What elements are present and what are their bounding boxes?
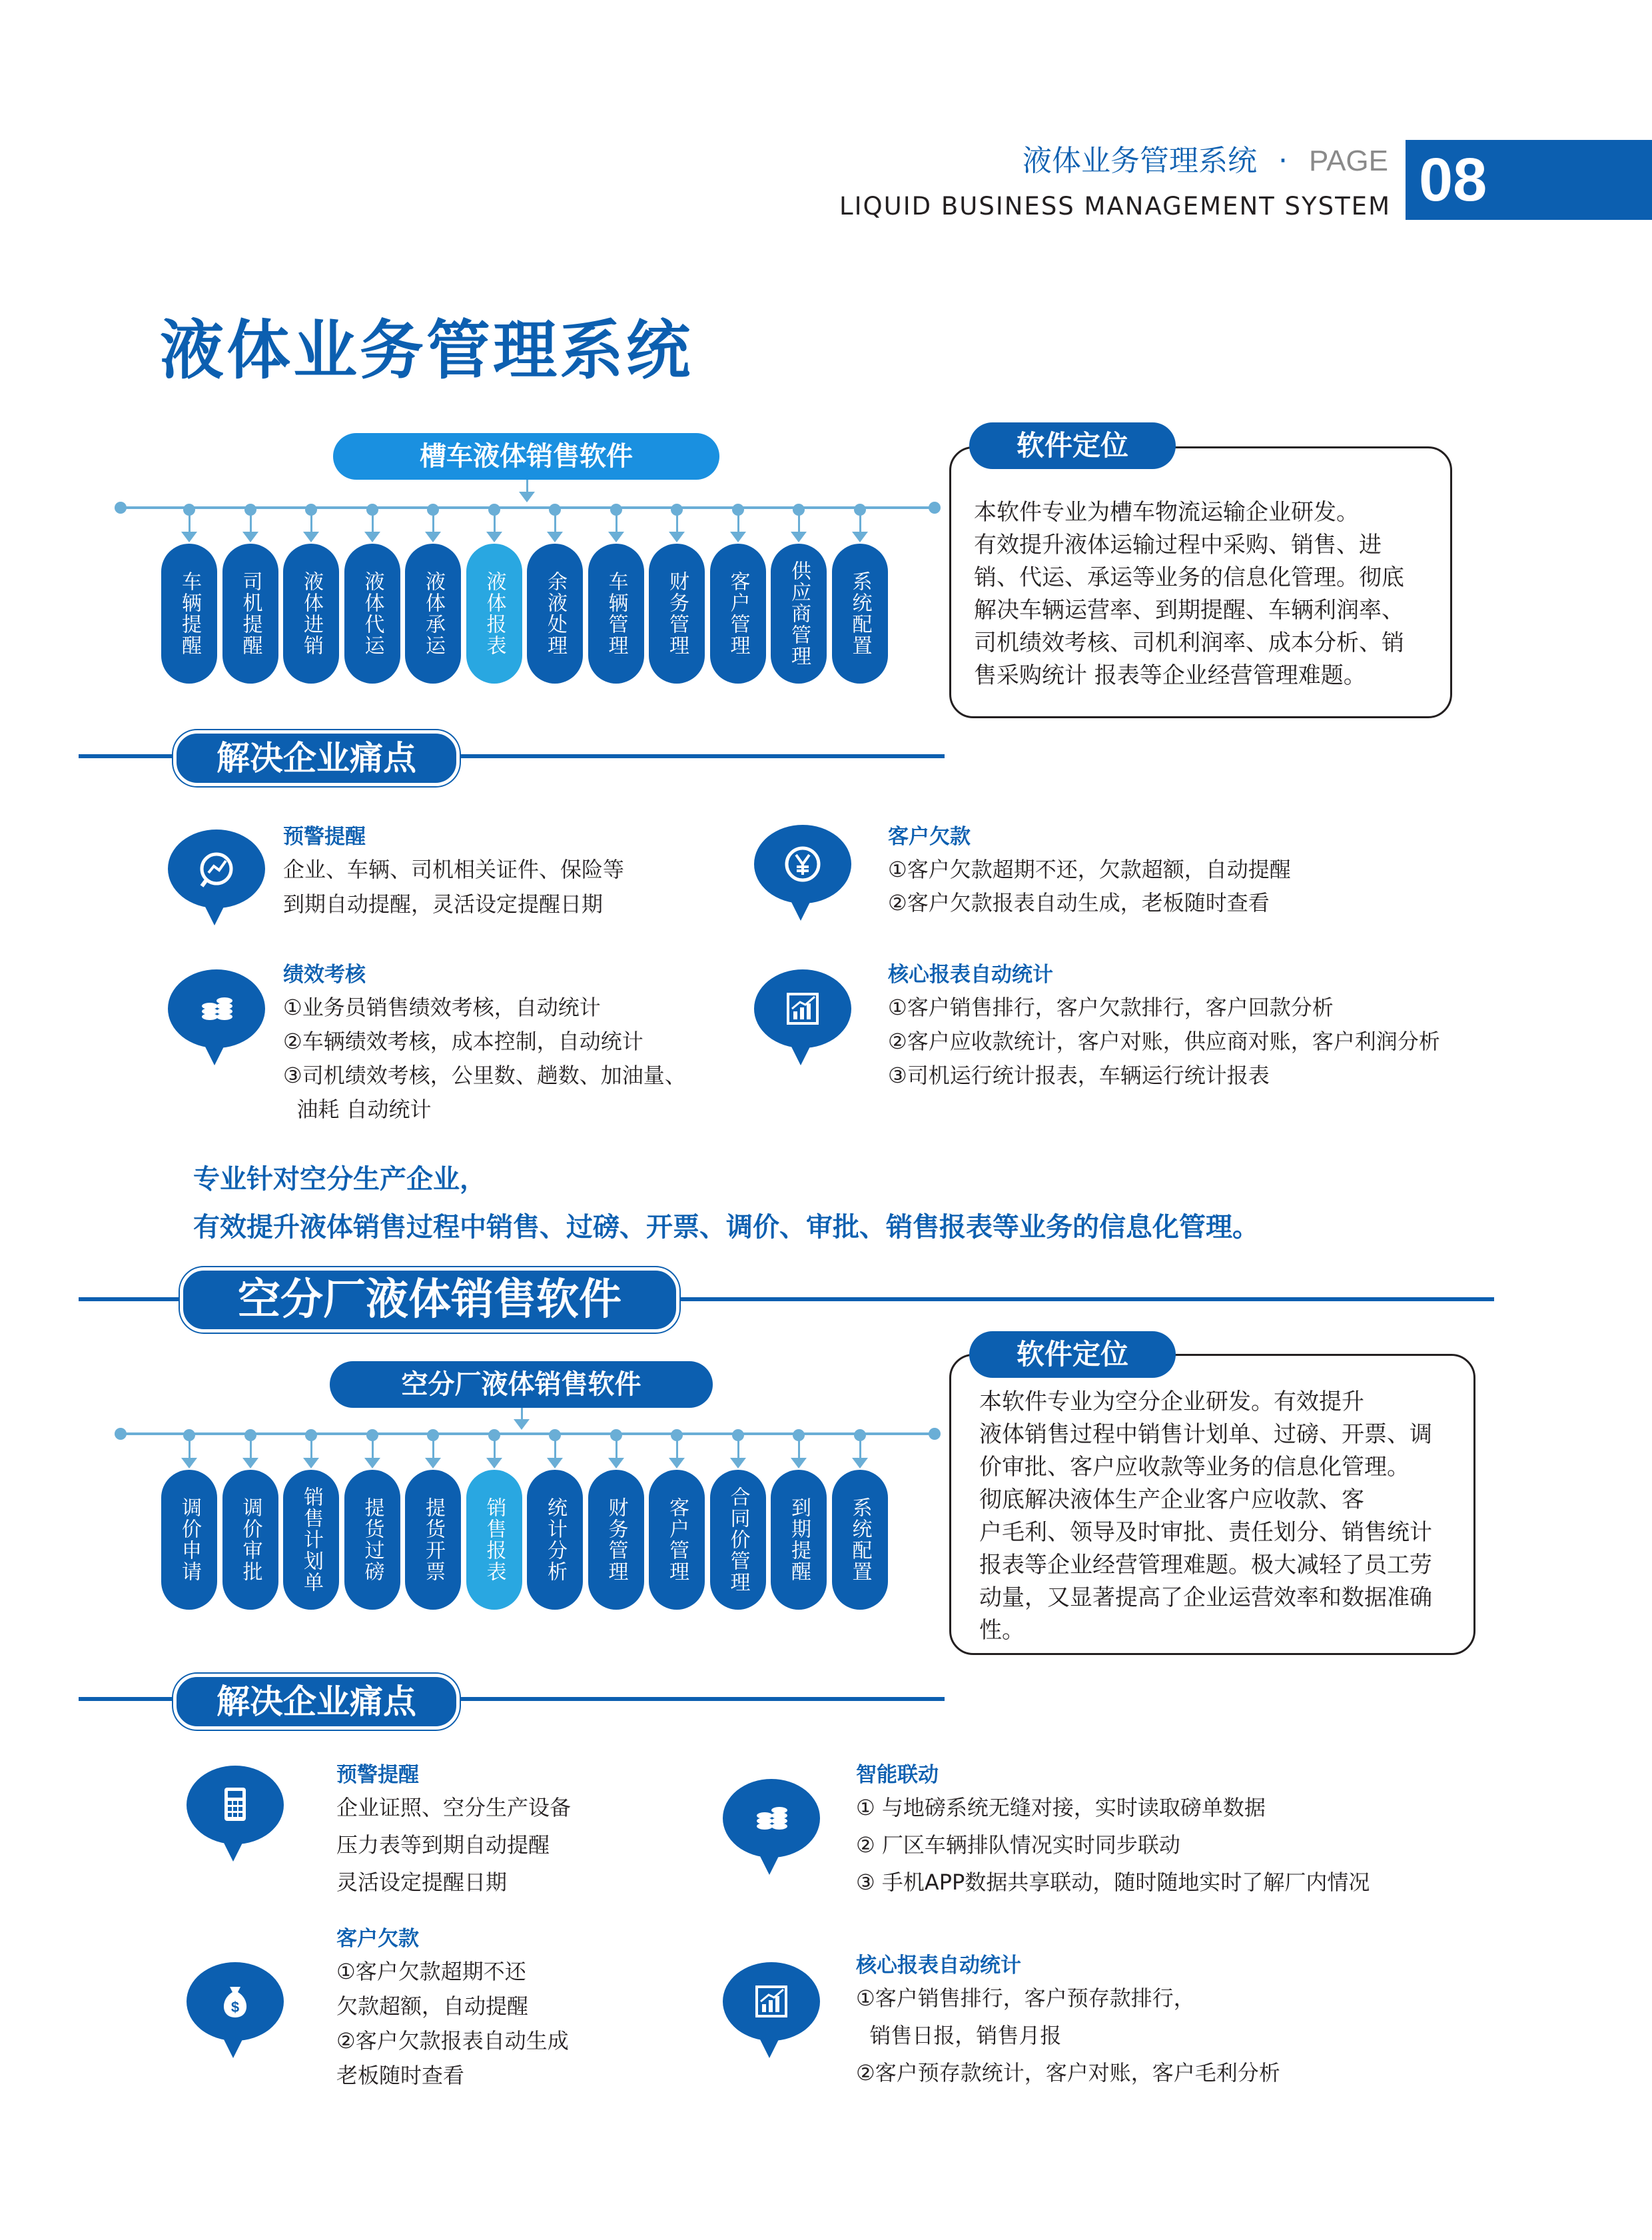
tree-node-stem	[554, 514, 556, 533]
connector-stem	[521, 1408, 523, 1420]
tree-node-stem	[737, 1439, 739, 1459]
tree-node-stem	[676, 1439, 678, 1459]
tree-node-arrow	[303, 532, 319, 542]
module-capsule[interactable]: 财务管理	[588, 1470, 644, 1610]
positioning-line: 销、代运、承运等业务的信息化管理。彻底	[974, 564, 1404, 591]
pain-point-line: ①客户销售排行，客户预存款排行，	[856, 1985, 1195, 2011]
pain-point-title: 预警提醒	[336, 1763, 419, 1787]
pain-point-line: ②车辆绩效考核，成本控制，自动统计	[283, 1029, 643, 1054]
pain-point-line: ③ 手机APP数据共享联动，随时随地实时了解厂内情况	[856, 1870, 1370, 1895]
coins-icon	[190, 982, 243, 1035]
page-title: 液体业务管理系统	[160, 313, 693, 388]
money-bag-icon	[208, 1975, 262, 2028]
tree-node-arrow	[730, 1458, 746, 1468]
tree-node-arrow	[791, 532, 807, 542]
icon-bubble-tail	[757, 2034, 781, 2058]
slogan-line-1: 专业针对空分生产企业，	[193, 1164, 486, 1195]
header-title-cn: 液体业务管理系统 · PAGE	[1023, 144, 1389, 178]
pain-point-title: 智能联动	[856, 1763, 939, 1787]
positioning-line: 解决车辆运营率、到期提醒、车辆利润率、	[974, 597, 1404, 624]
module-capsule[interactable]: 系统配置	[832, 544, 888, 684]
tree-node-arrow	[242, 532, 258, 542]
tree-node-arrow	[486, 1458, 502, 1468]
pain-point-line: 企业证照、空分生产设备	[336, 1795, 572, 1820]
software-name-pill: 槽车液体销售软件	[333, 433, 719, 480]
tree-node-arrow	[425, 532, 441, 542]
pain-point-title: 绩效考核	[283, 963, 366, 987]
positioning-line: 性。	[979, 1617, 1025, 1644]
tree-node-stem	[737, 514, 739, 533]
positioning-line: 有效提升液体运输过程中采购、销售、进	[974, 532, 1382, 558]
tree-node-stem	[189, 1439, 191, 1459]
pain-point-title: 核心报表自动统计	[888, 963, 1053, 987]
pain-point-line: ②客户预存款统计，客户对账，客户毛利分析	[856, 2060, 1280, 2085]
chart-icon	[745, 1975, 798, 2028]
tree-node-arrow	[181, 1458, 197, 1468]
icon-bubble-tail	[221, 2034, 245, 2058]
module-capsule[interactable]: 到期提醒	[771, 1470, 827, 1610]
positioning-line: 动量，又显著提高了企业运营效率和数据准确	[979, 1584, 1432, 1611]
connector-arrow	[514, 1419, 530, 1430]
module-capsule[interactable]: 财务管理	[649, 544, 705, 684]
header-title-en: LIQUID BUSINESS MANAGEMENT SYSTEM	[839, 192, 1391, 221]
tree-node-stem	[432, 514, 434, 533]
pain-point-title: 预警提醒	[283, 825, 366, 849]
chart-icon	[776, 982, 829, 1035]
tree-node-stem	[859, 514, 861, 533]
software-name-pill: 空分厂液体销售软件	[330, 1361, 713, 1408]
tree-node-arrow	[364, 1458, 380, 1468]
icon-bubble-tail	[757, 1851, 781, 1875]
pain-point-line: ①客户欠款超期不还，欠款超额，自动提醒	[888, 857, 1291, 882]
pain-point-line: 油耗 自动统计	[283, 1097, 432, 1122]
coins-icon	[745, 1792, 798, 1845]
module-capsule[interactable]: 液体承运	[405, 544, 461, 684]
tree-node-stem	[616, 1439, 618, 1459]
svg-text:$: $	[230, 1999, 240, 2015]
page-label: PAGE	[1309, 145, 1389, 177]
connector-stem	[526, 480, 528, 493]
tree-node-stem	[310, 514, 312, 533]
tree-node-stem	[616, 514, 618, 533]
tree-node-arrow	[608, 532, 624, 542]
tree-node-stem	[798, 1439, 800, 1459]
pain-point-line: 销售日报，销售月报	[856, 2023, 1062, 2048]
tree-node-arrow	[608, 1458, 624, 1468]
module-capsule[interactable]: 提货过磅	[344, 1470, 400, 1610]
tree-node-stem	[432, 1439, 434, 1459]
calculator-icon	[208, 1778, 262, 1832]
yen-icon	[776, 838, 829, 891]
positioning-title: 软件定位	[969, 1331, 1176, 1378]
section2-title: 空分厂液体销售软件	[180, 1267, 679, 1333]
pain-point-line: ①客户欠款超期不还	[336, 1959, 526, 1984]
module-capsule[interactable]: 客户管理	[710, 544, 766, 684]
tree-node-arrow	[852, 1458, 868, 1468]
positioning-line: 彻底解决液体生产企业客户应收款、客	[979, 1486, 1364, 1513]
tree-node-arrow	[791, 1458, 807, 1468]
tree-node-stem	[798, 514, 800, 533]
tree-node-stem	[859, 1439, 861, 1459]
module-capsule[interactable]: 液体进销	[283, 544, 339, 684]
module-capsule[interactable]: 液体代运	[344, 544, 400, 684]
tree-node-stem	[494, 514, 496, 533]
pain-point-line: ②客户欠款报表自动生成	[336, 2028, 569, 2053]
positioning-line: 司机绩效考核、司机利润率、成本分析、销	[974, 630, 1404, 656]
positioning-text	[979, 1386, 1465, 1647]
positioning-text	[974, 496, 1440, 692]
tree-node-stem	[372, 514, 374, 533]
module-capsule[interactable]: 车辆管理	[588, 544, 644, 684]
tree-node-stem	[494, 1439, 496, 1459]
tree-node-arrow	[303, 1458, 319, 1468]
pain-point-line: 企业、车辆、司机相关证件、保险等	[283, 857, 625, 882]
connector-arrow	[519, 492, 535, 502]
pain-point-line: ②客户应收款统计，客户对账，供应商对账，客户利润分析	[888, 1029, 1440, 1054]
positioning-line: 户毛利、领导及时审批、责任划分、销售统计	[979, 1519, 1432, 1546]
tree-end-dot	[929, 1428, 941, 1440]
gauge-icon	[190, 842, 243, 895]
module-capsule[interactable]: 液体报表	[466, 544, 522, 684]
tree-node-arrow	[486, 532, 502, 542]
pain-point-line: ② 厂区车辆排队情况实时同步联动	[856, 1832, 1180, 1858]
tree-end-dot	[115, 1428, 127, 1440]
tree-node-stem	[372, 1439, 374, 1459]
module-capsule[interactable]: 司机提醒	[222, 544, 278, 684]
tree-node-arrow	[547, 532, 563, 542]
pain-point-line: ③司机运行统计报表，车辆运行统计报表	[888, 1063, 1270, 1088]
icon-bubble-tail	[203, 1041, 226, 1065]
tree-node-stem	[310, 1439, 312, 1459]
tree-node-stem	[189, 514, 191, 533]
pain-point-title: 客户欠款	[888, 825, 971, 849]
positioning-line: 报表等企业经营管理难题。极大减轻了员工劳	[979, 1552, 1432, 1578]
pain-point-line: 老板随时查看	[336, 2063, 465, 2088]
tree-node-arrow	[242, 1458, 258, 1468]
pain-point-title: 核心报表自动统计	[856, 1954, 1021, 1977]
module-capsule[interactable]: 供应商管理	[771, 544, 827, 684]
tree-node-stem	[250, 1439, 252, 1459]
positioning-line: 售采购统计 报表等企业经营管理难题。	[974, 662, 1366, 689]
module-capsule[interactable]: 余液处理	[527, 544, 583, 684]
slogan-line-2: 有效提升液体销售过程中销售、过磅、开票、调价、审批、销售报表等业务的信息化管理。	[193, 1212, 1259, 1243]
pain-point-line: 压力表等到期自动提醒	[336, 1832, 550, 1858]
icon-bubble-tail	[789, 1041, 813, 1065]
tree-node-arrow	[425, 1458, 441, 1468]
page-header	[0, 0, 1652, 227]
tree-node-arrow	[852, 532, 868, 542]
positioning-line: 本软件专业为槽车物流运输企业研发。	[974, 499, 1359, 526]
pain-point-line: ① 与地磅系统无缝对接，实时读取磅单数据	[856, 1795, 1266, 1820]
tree-node-stem	[250, 514, 252, 533]
tree-node-arrow	[547, 1458, 563, 1468]
tree-node-arrow	[181, 532, 197, 542]
module-tree-line	[120, 1432, 936, 1435]
module-capsule[interactable]: 销售计划单	[283, 1470, 339, 1610]
module-capsule[interactable]: 统计分析	[527, 1470, 583, 1610]
pain-point-line: 到期自动提醒，灵活设定提醒日期	[283, 891, 604, 917]
tree-node-arrow	[364, 532, 380, 542]
pain-point-line: 欠款超额，自动提醒	[336, 1993, 529, 2019]
positioning-line: 液体销售过程中销售计划单、过磅、开票、调	[979, 1421, 1432, 1448]
positioning-line: 价审批、客户应收款等业务的信息化管理。	[979, 1454, 1410, 1480]
icon-bubble-tail	[789, 897, 813, 921]
positioning-title: 软件定位	[969, 422, 1176, 469]
tree-node-arrow	[730, 532, 746, 542]
module-capsule[interactable]: 调价申请	[161, 1470, 217, 1610]
module-capsule[interactable]: 调价审批	[222, 1470, 278, 1610]
pain-point-title: 客户欠款	[336, 1927, 419, 1951]
tree-node-stem	[676, 514, 678, 533]
module-capsule[interactable]: 合同价管理	[710, 1470, 766, 1610]
module-capsule[interactable]: 销售报表	[466, 1470, 522, 1610]
pain-point-line: 灵活设定提醒日期	[336, 1870, 508, 1895]
pain-points-title: 解决企业痛点	[173, 730, 460, 786]
icon-bubble-tail	[221, 1838, 245, 1862]
pain-point-line: ①客户销售排行，客户欠款排行，客户回款分析	[888, 995, 1334, 1020]
positioning-line: 本软件专业为空分企业研发。有效提升	[979, 1389, 1364, 1415]
icon-bubble-tail	[203, 901, 226, 925]
module-capsule[interactable]: 系统配置	[832, 1470, 888, 1610]
tree-node-arrow	[669, 1458, 685, 1468]
pain-point-line: ②客户欠款报表自动生成，老板随时查看	[888, 890, 1270, 915]
tree-node-stem	[554, 1439, 556, 1459]
module-capsule[interactable]: 客户管理	[649, 1470, 705, 1610]
pain-points-title: 解决企业痛点	[173, 1674, 460, 1730]
module-tree-line	[120, 506, 936, 509]
module-capsule[interactable]: 提货开票	[405, 1470, 461, 1610]
module-capsule[interactable]: 车辆提醒	[161, 544, 217, 684]
page-number: 08	[1406, 140, 1652, 220]
tree-end-dot	[929, 502, 941, 514]
tree-node-arrow	[669, 532, 685, 542]
pain-point-line: ①业务员销售绩效考核，自动统计	[283, 995, 601, 1020]
pain-point-line: ③司机绩效考核，公里数、趟数、加油量、	[283, 1063, 686, 1088]
tree-end-dot	[115, 502, 127, 514]
